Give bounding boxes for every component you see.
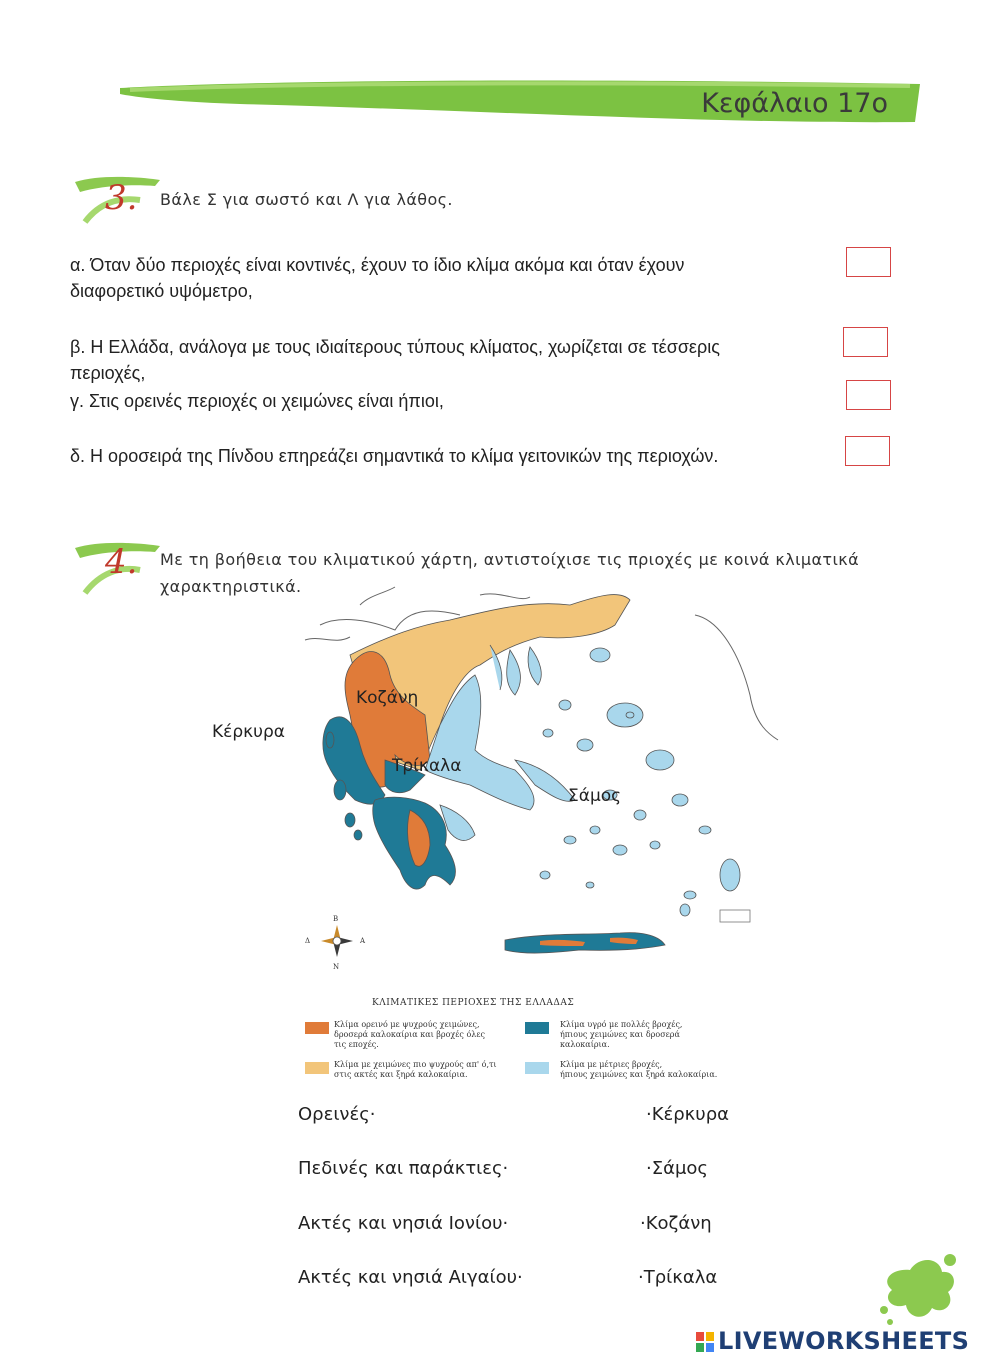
climate-map bbox=[300, 585, 780, 1095]
answer-box-d[interactable] bbox=[845, 436, 890, 466]
answer-box-a[interactable] bbox=[846, 247, 891, 277]
match-right-kerkyra[interactable]: ·Κέρκυρα bbox=[646, 1104, 729, 1125]
compass-west: Δ bbox=[305, 937, 311, 945]
legend-swatch-continental bbox=[305, 1062, 329, 1074]
match-left-aegean[interactable]: Ακτές και νησιά Αιγαίου· bbox=[298, 1267, 523, 1288]
match-left-mountain[interactable]: Ορεινές· bbox=[298, 1104, 376, 1125]
legend-swatch-humid bbox=[525, 1022, 549, 1034]
match-right-kozani[interactable]: ·Κοζάνη bbox=[640, 1213, 712, 1234]
legend-text-continental: Κλίμα με χειμώνες πιο ψυχρούς απ' ό,τι στις ακτές και ξηρά καλοκαίρια. bbox=[334, 1060, 497, 1079]
statement-a: α. Όταν δύο περιοχές είναι κοντινές, έχουν το ίδιο κλίμα ακόμα και όταν έχουν διαφορετικό υψόμετρο, bbox=[70, 255, 685, 301]
legend-swatch-mountain bbox=[305, 1022, 329, 1034]
map-label-trikala: Τρίκαλα bbox=[392, 756, 462, 776]
compass-south: Ν bbox=[333, 963, 340, 971]
chapter-title: Κεφάλαιο 17ο bbox=[701, 88, 888, 119]
match-left-ionian[interactable]: Ακτές και νησιά Ιονίου· bbox=[298, 1213, 509, 1234]
exercise-3-number: 3. bbox=[105, 178, 138, 218]
match-right-trikala[interactable]: ·Τρίκαλα bbox=[638, 1267, 718, 1288]
green-splash-icon bbox=[870, 1250, 960, 1330]
answer-box-b[interactable] bbox=[843, 327, 888, 357]
exercise-4-instruction-line1: Με τη βοήθεια του κλιματικού χάρτη, αντιστοίχισε τις πριοχές με κοινά κλιματικά bbox=[160, 550, 860, 569]
answer-box-c[interactable] bbox=[846, 380, 891, 410]
map-label-kozani: Κοζάνη bbox=[356, 688, 419, 708]
statement-d: δ. Η οροσειρά της Πίνδου επηρεάζει σημαντικά το κλίμα γειτονικών της περιοχών. bbox=[70, 446, 719, 466]
exercise-4-instruction-line2: χαρακτηριστικά. bbox=[160, 577, 302, 596]
statement-b: β. Η Ελλάδα, ανάλογα με τους ιδιαίτερους τύπους κλίματος, χωρίζεται σε τέσσερις περιοχές, bbox=[70, 337, 720, 383]
compass-east: Α bbox=[360, 937, 366, 945]
legend-text-humid: Κλίμα υγρό με πολλές βροχές, ήπιους χειμώνες και δροσερά καλοκαίρια. bbox=[560, 1020, 683, 1049]
legend-text-mediterranean: Κλίμα με μέτριες βροχές, ήπιους χειμώνες και ξηρά καλοκαίρια. bbox=[560, 1060, 718, 1079]
exercise-4-number: 4. bbox=[105, 542, 138, 582]
liveworksheets-badge-icon bbox=[696, 1332, 714, 1352]
match-right-samos[interactable]: ·Σάμος bbox=[646, 1158, 708, 1179]
legend-swatch-mediterranean bbox=[525, 1062, 549, 1074]
legend-text-mountain: Κλίμα ορεινό με ψυχρούς χειμώνες, δροσερά καλοκαίρια και βροχές όλες τις εποχές. bbox=[334, 1020, 485, 1049]
legend-title: ΚΛΙΜΑΤΙΚΕΣ ΠΕΡΙΟΧΕΣ ΤΗΣ ΕΛΛΑΔΑΣ bbox=[372, 998, 575, 1008]
greece-map bbox=[300, 585, 780, 1095]
map-label-kerkyra: Κέρκυρα bbox=[212, 722, 285, 742]
statement-c: γ. Στις ορεινές περιοχές οι χειμώνες είναι ήπιοι, bbox=[70, 391, 444, 411]
compass-north: Β bbox=[333, 915, 339, 923]
compass-rose-icon bbox=[312, 915, 362, 970]
match-left-lowland[interactable]: Πεδινές και παράκτιες· bbox=[298, 1158, 509, 1179]
liveworksheets-logo[interactable]: LIVEWORKSHEETS bbox=[718, 1327, 970, 1355]
map-label-samos: Σάμος bbox=[568, 786, 622, 806]
exercise-3-instruction: Βάλε Σ για σωστό και Λ για λάθος. bbox=[160, 190, 453, 209]
